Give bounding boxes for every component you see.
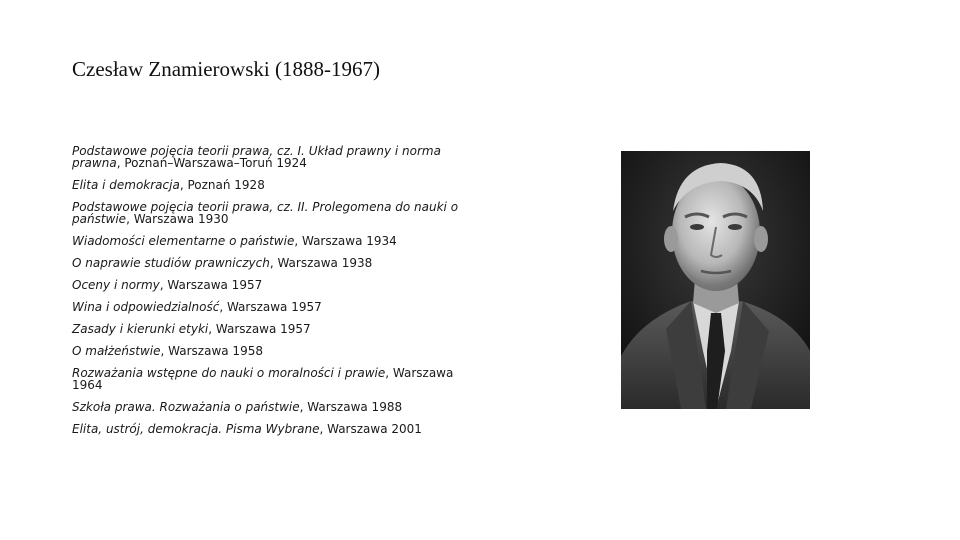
- work-details: , Warszawa 1934: [294, 234, 397, 248]
- title-name: Czesław Znamierowski: [72, 57, 270, 81]
- list-item: [72, 345, 472, 357]
- portrait-photo: [621, 151, 810, 409]
- work-title: Elita i demokracja: [72, 178, 180, 192]
- work-title: Szkoła prawa. Rozważania o państwie: [72, 400, 300, 414]
- list-item: [72, 201, 472, 225]
- work-title: Podstawowe pojęcia teorii prawa, cz. II. Prolegomena do nauki o państwie: [72, 200, 459, 226]
- work-details: , Warszawa 1988: [299, 400, 403, 414]
- list-item: [72, 179, 472, 191]
- work-title: Rozważania wstępne do nauki o moralności i prawie: [72, 366, 386, 380]
- portrait-image: [621, 151, 810, 409]
- list-item: [72, 235, 472, 247]
- list-item: [72, 401, 472, 413]
- work-details: , Warszawa 1957: [208, 322, 311, 336]
- work-details: , Poznań 1928: [179, 178, 265, 192]
- work-title: Oceny i normy: [72, 278, 160, 292]
- work-title: O naprawie studiów prawniczych: [72, 256, 270, 270]
- work-details: , Warszawa 2001: [319, 422, 422, 436]
- work-title: Podstawowe pojęcia teorii prawa, cz. I. Układ prawny i norma prawna: [72, 144, 441, 170]
- work-title: Elita, ustrój, demokracja. Pisma Wybrane: [72, 422, 320, 436]
- list-item: [72, 367, 472, 391]
- work-details: , Warszawa 1957: [159, 278, 263, 292]
- work-title: Zasady i kierunki etyki: [72, 322, 209, 336]
- list-item: [72, 279, 472, 291]
- work-details: , Warszawa 1964: [72, 366, 454, 392]
- work-details: , Poznań–Warszawa–Toruń 1924: [116, 156, 307, 170]
- list-item: [72, 301, 472, 313]
- list-item: [72, 257, 472, 269]
- work-title: Wina i odpowiedzialność: [72, 300, 220, 314]
- list-item: [72, 423, 472, 435]
- list-item: [72, 145, 472, 169]
- work-details: , Warszawa 1957: [219, 300, 322, 314]
- list-item: [72, 323, 472, 335]
- work-details: , Warszawa 1930: [126, 212, 229, 226]
- work-details: , Warszawa 1958: [160, 344, 263, 358]
- page-title: [72, 57, 380, 82]
- works-list: [72, 145, 472, 445]
- work-title: Wiadomości elementarne o państwie: [72, 234, 295, 248]
- title-years: (1888-1967): [274, 57, 380, 81]
- work-title: O małżeństwie: [72, 344, 161, 358]
- work-details: , Warszawa 1938: [269, 256, 373, 270]
